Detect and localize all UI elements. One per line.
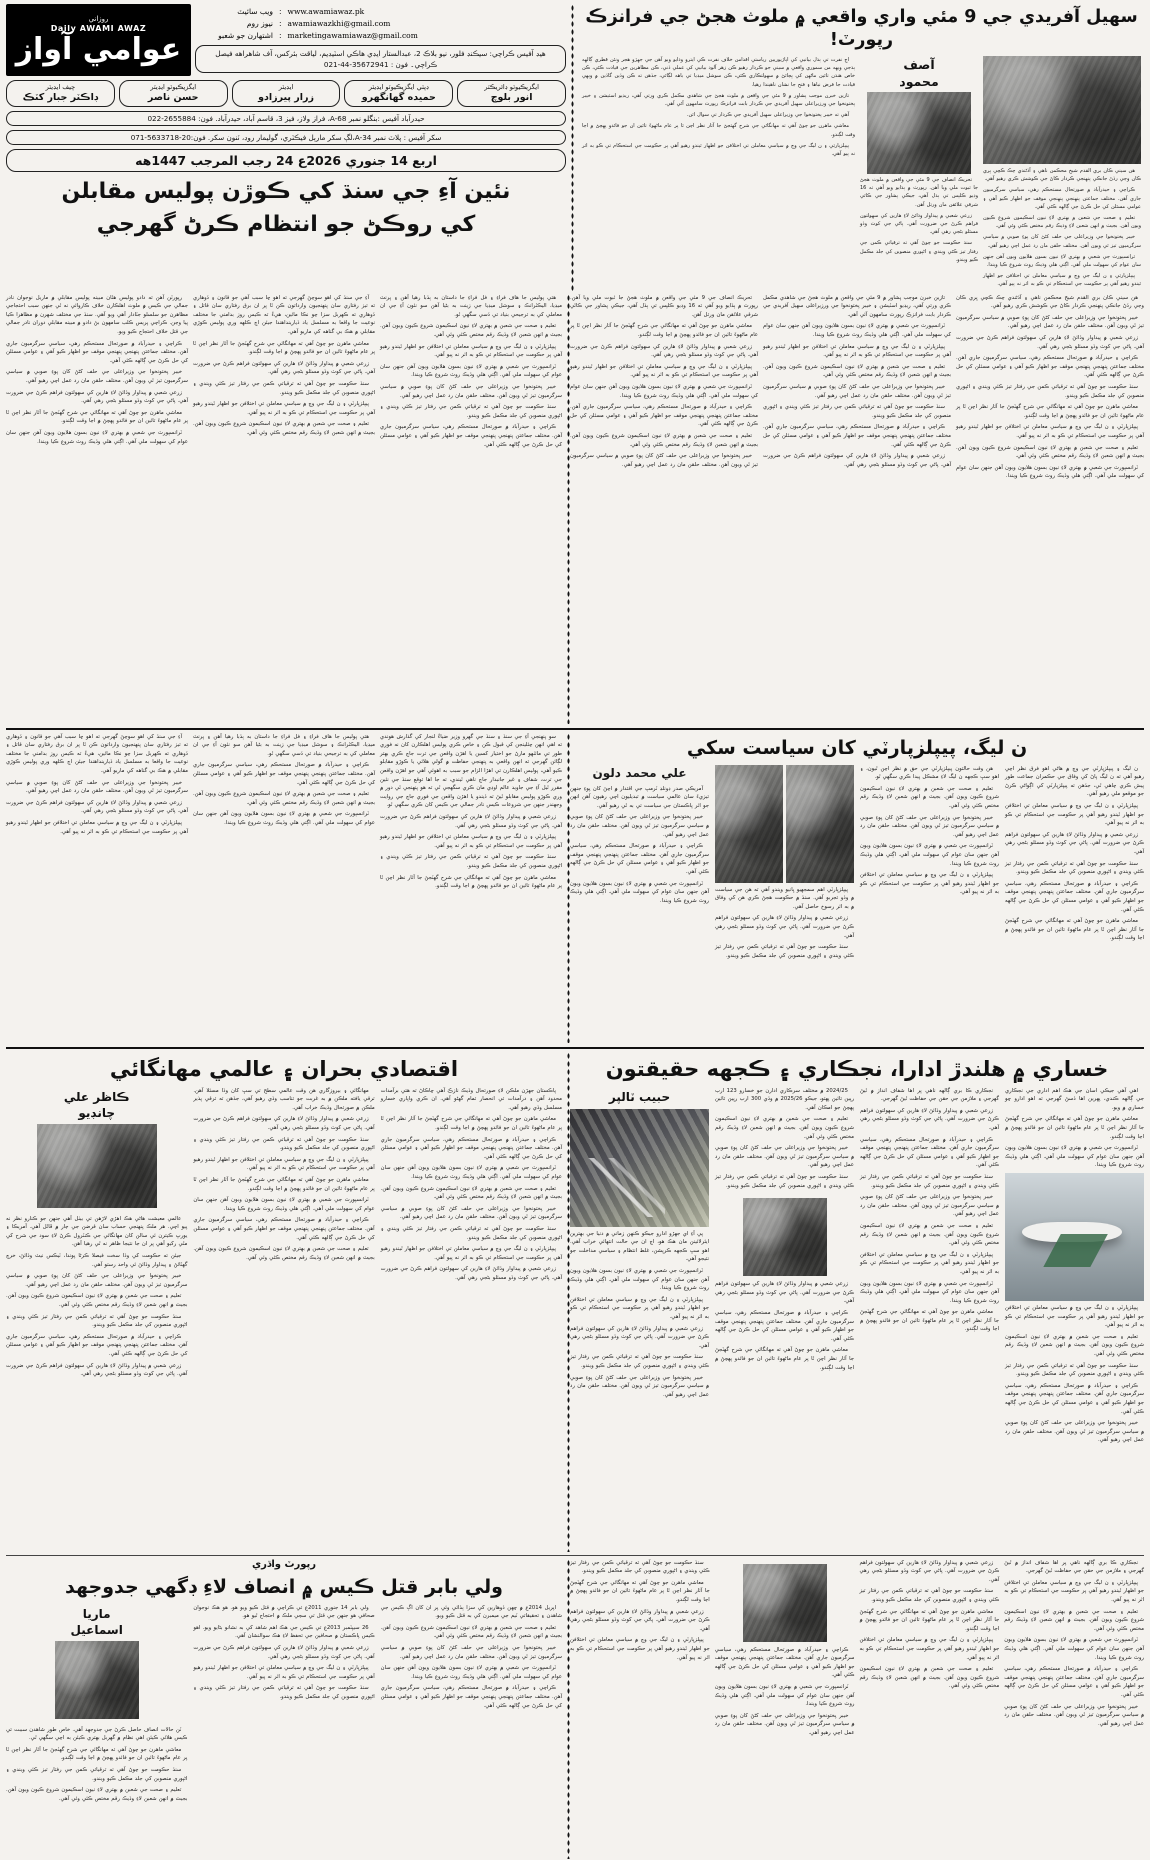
contact-separator: : — [279, 7, 282, 16]
politics-author-name: علي محمد دلون — [592, 765, 687, 780]
filler-paragraph: ڪراچي ۽ حيدرآباد ۾ صورتحال مستحڪم رهي، سياسي سرگرميون جاري آهن. مختلف جماعتن پنهنجي پنهنجي موقف جو اظهار ڪيو آهي ۽ عوامي مسئلن کي حل ڪرڻ جي ڳالهه ڪئي آهي. — [983, 187, 1141, 210]
article-paragraph: تعليم ۽ صحت جي شعبن ۾ بهتري لاءِ نيون اسڪيمون شروع ڪيون ويون آهن. بجيٽ ۾ انهن شعبن لاءِ وڌيڪ رقم مختص ڪئي وئي آهي. — [859, 1666, 1000, 1690]
murder-case-article — [6, 1559, 567, 1859]
aviation-paragraph: پيپلزپارٽي ۽ ن ليگ جي وچ ۾ سياسي معاملن تي اختلافن جو اظهار ٿيندو رهيو آهي پر حڪومت جي استحڪام تي ڪو به اثر نه پيو آهي. — [1005, 1304, 1144, 1329]
website-label: ويب سائيٽ — [237, 7, 273, 16]
filler-paragraph: معاشي ماهرن جو چوڻ آهي ته مهانگائي جي شرح گهٽجڻ جا آثار نظر اچن ٿا پر عام ماڻهوءَ تائين ان جو فائدو پهچڻ ۾ اڃا وقت لڳندو. — [582, 123, 855, 138]
main-story-paragraph: تعليم ۽ صحت جي شعبن ۾ بهتري لاءِ نيون اسڪيمون شروع ڪيون ويون آهن. بجيٽ ۾ انهن شعبن لاءِ وڌيڪ رقم مختص ڪئي وئي آهي. — [193, 791, 375, 806]
lead-byline — [860, 56, 978, 174]
murder-case-paragraph: ولي بابر 14 جنوري 2011ع تي ڪراچي ۾ قتل ڪيو ويو هو. هو هڪ نوجوان صحافي هو جنهن جي قتل تي سڄي ملڪ ۾ احتجاج ٿيو هو. — [193, 1604, 375, 1620]
vertical-dotted-divider — [571, 4, 574, 292]
section-divider — [6, 1555, 1144, 1556]
article-paragraph: سنڌ حڪومت جو چوڻ آهي ته ترقياتي ڪمن جي رفتار تيز ڪئي ويندي ۽ اڻپوري منصوبن کي جلد مڪمل ڪيو ويندو. — [859, 1588, 1000, 1604]
politics-paragraph: آمريڪي صدر ڊونلڊ ٽرمپ جي اقتدار ۾ اچڻ کان پوءِ جنهن تيزيءَ سان عالمي سياست ۾ تبديليون اچي رهيون آهن انهن جو اثر پاڪستان جي سياست تي به ٿي رهيو آهي. — [570, 785, 709, 809]
contact-row — [195, 6, 566, 18]
article-paragraph: پيپلزپارٽي ۽ ن ليگ جي وچ ۾ سياسي معاملن تي اختلافن جو اظهار ٿيندو رهيو آهي پر حڪومت جي استحڪام تي ڪو به اثر نه پيو آهي. — [570, 1637, 710, 1661]
economy-paragraph: ڪراچي ۽ حيدرآباد ۾ صورتحال مستحڪم رهي، سياسي سرگرميون جاري آهن. مختلف جماعتن پنهنجي پنهنجي موقف جو اظهار ڪيو آهي ۽ عوامي مسئلن کي حل ڪرڻ جي ڳالهه ڪئي آهي. — [6, 1333, 188, 1357]
politics-article — [570, 733, 1144, 1043]
murder-case-paragraph: سنڌ حڪومت جو چوڻ آهي ته ترقياتي ڪمن جي رفتار تيز ڪئي ويندي ۽ اڻپوري منصوبن کي جلد مڪمل ڪيو ويندو. — [193, 1685, 375, 1700]
main-story-paragraph: ٽرانسپورٽ جي شعبي ۾ بهتري لاءِ نيون بسون هلايون ويون آهن جنهن سان عوام کي سهولت ملي آهي. اڳتي هلي وڌيڪ روٽ شروع ڪيا ويندا. — [193, 811, 375, 826]
main-story-paragraph: هتي پوليس جا هاف فراءِ ۽ فل فراءِ جا داستان به ٻڌبا رهيا آهن ۽ پرنٽ ميڊيا، اليڪٽرانڪ ۽ سوشل ميڊيا جي زينت به بڻيا آهن سو نئون آءِ جي ان معاملي کي به ترجيحي بنياد تي ڏسي سگهي ٿو. — [380, 294, 562, 318]
aviation-paragraph: ڪراچي ۽ حيدرآباد ۾ صورتحال مستحڪم رهي، سياسي سرگرميون جاري آهن. مختلف جماعتن پنهنجي پنهنجي موقف جو اظهار ڪيو آهي ۽ عوامي مسئلن کي حل ڪرڻ جي ڳالهه ڪئي آهي. — [860, 1136, 999, 1169]
article-paragraph: ٽرانسپورٽ جي شعبي ۾ بهتري لاءِ نيون بسون هلايون ويون آهن جنهن سان عوام کي سهولت ملي آهي. اڳتي هلي وڌيڪ روٽ شروع ڪيا ويندا. — [570, 383, 758, 399]
main-story-paragraph: خيبر پختونخوا جي وزيراعلى جي حلف کڻڻ کان پوءِ صوبي ۾ سياسي سرگرميون تيز ٿي ويون آهن. مختلف حلقن مان رد عمل اچي رهيو آهي. — [6, 779, 188, 795]
contact-row — [195, 18, 566, 30]
article-paragraph: ٽرانسپورٽ جي شعبي ۾ بهتري لاءِ نيون بسون هلايون ويون آهن جنهن سان عوام کي سهولت ملي آهي. اڳتي هلي وڌيڪ روٽ شروع ڪيا ويندا. — [956, 464, 1144, 480]
murder-case-paragraph: ٽرانسپورٽ جي شعبي ۾ بهتري لاءِ نيون بسون هلايون ويون آهن جنهن سان عوام کي سهولت ملي آهي. اڳتي هلي وڌيڪ روٽ شروع ڪيا ويندا. — [380, 1665, 562, 1680]
economy-paragraph: خيبر پختونخوا جي وزيراعلى جي حلف کڻڻ کان پوءِ صوبي ۾ سياسي سرگرميون تيز ٿي ويون آهن. مختلف حلقن مان رد عمل اچي رهيو آهي. — [380, 1205, 562, 1221]
main-story-paragraph: پيپلزپارٽي ۽ ن ليگ جي وچ ۾ سياسي معاملن تي اختلافن جو اظهار ٿيندو رهيو آهي پر حڪومت جي استحڪام تي ڪو به اثر نه پيو آهي. — [380, 343, 562, 359]
politics-paragraph: پيپلزپارٽي ۽ ن ليگ جي وچ ۾ سياسي معاملن تي اختلافن جو اظهار ٿيندو رهيو آهي پر حڪومت جي استحڪام تي ڪو به اثر نه پيو آهي. — [860, 872, 999, 896]
economy-paragraph: تعليم ۽ صحت جي شعبن ۾ بهتري لاءِ نيون اسڪيمون شروع ڪيون ويون آهن. بجيٽ ۾ انهن شعبن لاءِ وڌيڪ رقم مختص ڪئي وئي آهي. — [6, 1293, 188, 1308]
politics-photo-pair — [715, 765, 854, 883]
economy-paragraph: معاشي ماهرن جو چوڻ آهي ته مهانگائي جي شرح گهٽجڻ جا آثار نظر اچن ٿا پر عام ماڻهوءَ تائين ان جو فائدو پهچڻ ۾ اڃا وقت لڳندو. — [380, 1116, 562, 1132]
filler-paragraph: ٽرانسپورٽ جي شعبي ۾ بهتري لاءِ نيون بسون هلايون ويون آهن جنهن سان عوام کي سهولت ملي آهي. اڳتي هلي وڌيڪ روٽ شروع ڪيا ويندا. — [983, 253, 1141, 269]
article-paragraph: زرعي شعبي ۾ پيداوار وڌائڻ لاءِ هارين کي سهولتون فراهم ڪرڻ جي ضرورت آهي. پاڻي جي کوٽ وڏو مسئلو بڻجي رهي آهي. — [570, 343, 758, 359]
article-paragraph: تحريڪ انصاف جي 9 مئي جي واقعن ۾ ملوث هجڻ جا ثبوت ملي ويا آهن. رپورٽ ۾ ٻڌايو ويو آهي ته 16 وڊيو ڪلپس تي ٻڌل آهي، جيڪي پشاور جي ڪاٿي شرقي علائقن مان ورتل آهن. — [570, 294, 758, 318]
main-story-paragraph: سو پنهنجي آءِ جي سنڌ ۽ سنڌ جي گهرو وزير ضياءُ لنجار کي گذارش هوندي ته اهي انهن چئلينجن کي قبول ڪن ۽ خاص ڪري پوليس اهلڪارن کان نه فوري طور تي مائٺهو مارڻ جو اختيار کسين يا اهڙن واقعن جي ترت جاچ ڪري بهتر لڳائن گهرجي ته انهن واقعي به پنهنجي حفاظت ۾ گولي هلائي يا ڪوڙو مقابلو ڪيو آهي، پوليس اهلڪارن تي اهڙا الزام جو سبب به اهوئي آهي جو اهڙن واقعن جي ترت، شفاف ۽ غير جانبدار جاچ ناهي ٿيندي، ته جا اها توقع سنڌ جي نئين مقرر ٿيل آءِ جي جاويد عالم اوڍي مان ڪري سگهجي ٿي ته هو پنهنجي ٿي دور ۾ وري ڪوڙو پوليس مقابلو ٿيڻ ته ڏيندو يا اهڙن واقعن جي فوري جاچ جي روايت وجهندر جنهن جي شروعات ڪيس نادر جمالي جي ڪيس کان ڪري سگهي ٿو. — [380, 733, 562, 809]
economy-paragraph: تعليم ۽ صحت جي شعبن ۾ بهتري لاءِ نيون اسڪيمون شروع ڪيون ويون آهن. بجيٽ ۾ انهن شعبن لاءِ وڌيڪ رقم مختص ڪئي وئي آهي. — [380, 1185, 562, 1201]
article-paragraph: تعليم ۽ صحت جي شعبن ۾ بهتري لاءِ نيون اسڪيمون شروع ڪيون ويون آهن. بجيٽ ۾ انهن شعبن لاءِ وڌيڪ رقم مختص ڪئي وئي آهي. — [956, 444, 1144, 460]
murder-case-author-line2: اسماعيل — [70, 1622, 123, 1637]
left-upper-columns — [570, 294, 1144, 724]
hyderabad-office-address: حيدرآباد آفيس :بنگلو نمبر A-68، فراز ولاز، فيز 3، قاسم آباد، حيدرآباد. فون: 2655884-022 — [6, 111, 566, 126]
vertical-dotted-divider — [567, 733, 570, 1043]
article-paragraph: تعليم ۽ صحت جي شعبن ۾ بهتري لاءِ نيون اسڪيمون شروع ڪيون ويون آهن. بجيٽ ۾ انهن شعبن لاءِ وڌيڪ رقم مختص ڪئي وئي آهي. — [570, 432, 758, 448]
contact-block — [195, 4, 566, 76]
sukkur-office-address: سکر آفيس : پلاٽ نمبر A-34،لڳ سکر مارٻل فيڪٽري، گوليمار روڊ، ٽنون سکر. فون:20-5633718-071 — [6, 130, 566, 145]
vertical-dotted-divider — [567, 294, 570, 724]
economy-author-photo — [37, 1124, 157, 1208]
politics-headline: ن ليگ، پيپلزپارٽي کان سياست سکي — [686, 736, 1028, 759]
website-value[interactable]: www.awamiawaz.pk — [287, 7, 365, 16]
article-paragraph: ڪراچي ۽ حيدرآباد ۾ صورتحال مستحڪم رهي، سياسي سرگرميون جاري آهن. مختلف جماعتن پنهنجي پنهنجي موقف جو اظهار ڪيو آهي ۽ عوامي مسئلن کي حل ڪرڻ جي ڳالهه ڪئي آهي. — [714, 1646, 855, 1679]
main-story-paragraph: هتي پوليس جا هاف فراءِ ۽ فل فراءِ جا داستان به ٻڌبا رهيا آهن ۽ پرنٽ ميڊيا، اليڪٽرانڪ ۽ سوشل ميڊيا جي زينت به بڻيا آهن سو نئون آءِ جي ان معاملي کي به ترجيحي بنياد تي ڏسي سگهي ٿو. — [193, 733, 375, 757]
main-story-paragraph: تعليم ۽ صحت جي شعبن ۾ بهتري لاءِ نيون اسڪيمون شروع ڪيون ويون آهن. بجيٽ ۾ انهن شعبن لاءِ وڌيڪ رقم مختص ڪئي وئي آهي. — [193, 421, 375, 436]
main-story-paragraph: ٽرانسپورٽ جي شعبي ۾ بهتري لاءِ نيون بسون هلايون ويون آهن جنهن سان عوام کي سهولت ملي آهي. اڳتي هلي وڌيڪ روٽ شروع ڪيا ويندا. — [6, 429, 188, 445]
aviation-paragraph: سنڌ حڪومت جو چوڻ آهي ته ترقياتي ڪمن جي رفتار تيز ڪئي ويندي ۽ اڻپوري منصوبن کي جلد مڪمل ڪيو ويندو. — [715, 1173, 854, 1189]
filler-paragraph: پيپلزپارٽي ۽ ن ليگ جي وچ ۾ سياسي معاملن تي اختلافن جو اظهار ٿيندو رهيو آهي پر حڪومت جي استحڪام تي ڪو به اثر نه پيو آهي. — [983, 273, 1141, 288]
masthead-band — [6, 4, 1144, 292]
economy-article — [6, 1052, 567, 1552]
bottom-sub-author — [715, 1559, 855, 1646]
aviation-paragraph: ٽرانسپورٽ جي شعبي ۾ بهتري لاءِ نيون بسون هلايون ويون آهن جنهن سان عوام کي سهولت ملي آهي. اڳتي هلي وڌيڪ روٽ شروع ڪيا ويندا. — [1005, 1145, 1144, 1169]
article-paragraph: معاشي ماهرن جو چوڻ آهي ته مهانگائي جي شرح گهٽجڻ جا آثار نظر اچن ٿا پر عام ماڻهوءَ تائين ان جو فائدو پهچڻ ۾ اڃا وقت لڳندو. — [570, 1579, 710, 1604]
lead-paragraph: تحريڪ انصاف جي 9 مئي جي واقعن ۾ ملوث هجڻ جا ثبوت ملي ويا آهن. رپورٽ ۾ ٻڌايو ويو آهي ته 16 وڊيو ڪلپس تي ٻڌل آهي، جيڪي پشاور جي ڪاٿي شرقي علائقن مان ورتل آهن. — [860, 177, 978, 208]
main-story-paragraph: خيبر پختونخوا جي وزيراعلى جي حلف کڻڻ کان پوءِ صوبي ۾ سياسي سرگرميون تيز ٿي ويون آهن. مختلف حلقن مان رد عمل اچي رهيو آهي. — [380, 383, 562, 399]
politician-photo-left — [786, 765, 854, 883]
economy-author-line2: چانڊيو — [78, 1105, 115, 1120]
article-paragraph: ڪراچي ۽ حيدرآباد ۾ صورتحال مستحڪم رهي، سياسي سرگرميون جاري آهن. مختلف جماعتن پنهنجي پنهنجي موقف جو اظهار ڪيو آهي ۽ عوامي مسئلن کي حل ڪرڻ جي ڳالهه ڪئي آهي. — [763, 424, 951, 448]
aviation-paragraph: زرعي شعبي ۾ پيداوار وڌائڻ لاءِ هارين کي سهولتون فراهم ڪرڻ جي ضرورت آهي. پاڻي جي کوٽ وڏو مسئلو بڻجي رهي آهي. — [715, 1281, 854, 1305]
reporting-label: رپورٽ واڌري — [251, 1558, 317, 1570]
main-story-paragraph: ڪراچي ۽ حيدرآباد ۾ صورتحال مستحڪم رهي، سياسي سرگرميون جاري آهن. مختلف جماعتن پنهنجي پنهنجي موقف جو اظهار ڪيو آهي ۽ عوامي مسئلن کي حل ڪرڻ جي ڳالهه ڪئي آهي. — [380, 424, 562, 448]
main-story-paragraph: پيپلزپارٽي ۽ ن ليگ جي وچ ۾ سياسي معاملن تي اختلافن جو اظهار ٿيندو رهيو آهي پر حڪومت جي استحڪام تي ڪو به اثر نه پيو آهي. — [6, 819, 188, 835]
article-paragraph: ڪراچي ۽ حيدرآباد ۾ صورتحال مستحڪم رهي، سياسي سرگرميون جاري آهن. مختلف جماعتن پنهنجي پنهنجي موقف جو اظهار ڪيو آهي ۽ عوامي مسئلن کي حل ڪرڻ جي ڳالهه ڪئي آهي. — [956, 355, 1144, 379]
main-headline-line1: نئين آءِ جي سنڌ کي ڪوڙن پوليس مقابلن — [61, 179, 511, 204]
economy-paragraph: معاشي ماهرن جو چوڻ آهي ته مهانگائي جي شرح گهٽجڻ جا آثار نظر اچن ٿا پر عام ماڻهوءَ تائين ان جو فائدو پهچڻ ۾ اڃا وقت لڳندو. — [193, 1176, 375, 1192]
economy-paragraph: سنڌ حڪومت جو چوڻ آهي ته ترقياتي ڪمن جي رفتار تيز ڪئي ويندي ۽ اڻپوري منصوبن کي جلد مڪمل ڪيو ويندو. — [380, 1225, 562, 1241]
main-story-paragraph: آءِ جي سنڌ کي اهو سوچڻ گهرجي ته اهو ڇا سبب آهي جو قانون ۽ ڏوهاري ته تيز رفتاري سان پنهنجيون وارداتون ڪن ٿا پر ان برق رفتاري سان قاتل ۽ ڏوهاري ته ڪهربل سزا چو نڪا مائين، هيءُ ته ڪيس روز بدامني جا مختلف نوعيت جا واقعا به مسلسل ياد ڏيارينداهندا جيئن اڄ ڪلهه وري پوليس ڪوڙي مقابلي ۾ هڪ بي گناهه کي ماريو آهي. — [6, 733, 188, 775]
newsroom-email-value[interactable]: awamiawazkhi@gmail.com — [287, 19, 391, 28]
murder-case-paragraph: پيپلزپارٽي ۽ ن ليگ جي وچ ۾ سياسي معاملن تي اختلافن جو اظهار ٿيندو رهيو آهي پر حڪومت جي استحڪام تي ڪو به اثر نه پيو آهي. — [193, 1665, 375, 1680]
article-paragraph: پيپلزپارٽي ۽ ن ليگ جي وچ ۾ سياسي معاملن تي اختلافن جو اظهار ٿيندو رهيو آهي پر حڪومت جي استحڪام تي ڪو به اثر نه پيو آهي. — [1004, 1579, 1144, 1604]
politics-paragraph: ن ليگ ۽ پيپلزپارٽي جي وچ ۾ هاڻي اهو فرق نظر اچي رهيو آهي ته ن ليگ پاڻ کي وفاق جي حڪمران جماعت طور پيش ڪري چاهي ٿي، جڏهن ته پيپلزپارٽي کي اڳواڻي ڪرڻ جو موقعو ملي رهيو آهي. — [1005, 765, 1144, 798]
aviation-headline: خساري ۾ هلندڙ ادارا، نجڪاري ۽ ڪجهه حقيقتون — [605, 1056, 1109, 1081]
economy-paragraph: ٽرانسپورٽ جي شعبي ۾ بهتري لاءِ نيون بسون هلايون ويون آهن جنهن سان عوام کي سهولت ملي آهي. اڳتي هلي وڌيڪ روٽ شروع ڪيا ويندا. — [193, 1197, 375, 1212]
lead-paragraph: تازين خبرن موجب پشاور ۾ 9 مئي جي واقعن ۾ ملوث هجڻ جي شاهدي مڪمل ڪري ورتي آهي، ريڊيو اسٽيشن ۽ خيبر پختونخوا جي ورزيراعلى سهيل آفريدي جي ڪردار بابت فرانزڪ رپورٽ سامهون آئي آهي. — [582, 92, 855, 108]
main-story-paragraph: پيپلزپارٽي ۽ ن ليگ جي وچ ۾ سياسي معاملن تي اختلافن جو اظهار ٿيندو رهيو آهي پر حڪومت جي استحڪام تي ڪو به اثر نه پيو آهي. — [380, 834, 562, 849]
politics-paragraph: زرعي شعبي ۾ پيداوار وڌائڻ لاءِ هارين کي سهولتون فراهم ڪرڻ جي ضرورت آهي. پاڻي جي کوٽ وڏو مسئلو بڻجي رهي آهي. — [715, 915, 854, 939]
article-paragraph: معاشي ماهرن جو چوڻ آهي ته مهانگائي جي شرح گهٽجڻ جا آثار نظر اچن ٿا پر عام ماڻهوءَ تائين ان جو فائدو پهچڻ ۾ اڃا وقت لڳندو. — [570, 323, 758, 339]
murder-case-paragraph: تعليم ۽ صحت جي شعبن ۾ بهتري لاءِ نيون اسڪيمون شروع ڪيون ويون آهن. بجيٽ ۾ انهن شعبن لاءِ وڌيڪ رقم مختص ڪئي وئي آهي. — [6, 1787, 188, 1802]
main-story-paragraph: پيپلزپارٽي ۽ ن ليگ جي وچ ۾ سياسي معاملن تي اختلافن جو اظهار ٿيندو رهيو آهي پر حڪومت جي استحڪام تي ڪو به اثر نه پيو آهي. — [193, 401, 375, 416]
aviation-sub-author — [715, 1193, 854, 1280]
bottom-band — [6, 1559, 1144, 1859]
aviation-paragraph: سنڌ حڪومت جو چوڻ آهي ته ترقياتي ڪمن جي رفتار تيز ڪئي ويندي ۽ اڻپوري منصوبن کي جلد مڪمل ڪيو ويندو. — [570, 1354, 709, 1369]
article-paragraph: پيپلزپارٽي ۽ ن ليگ جي وچ ۾ سياسي معاملن تي اختلافن جو اظهار ٿيندو رهيو آهي پر حڪومت جي استحڪام تي ڪو به اثر نه پيو آهي. — [763, 343, 951, 359]
politics-paragraph: خيبر پختونخوا جي وزيراعلى جي حلف کڻڻ کان پوءِ صوبي ۾ سياسي سرگرميون تيز ٿي ويون آهن. مختلف حلقن مان رد عمل اچي رهيو آهي. — [570, 814, 709, 838]
lead-photo — [983, 56, 1141, 164]
staff-name: ڊاڪٽر جبار کٽڪ — [22, 92, 99, 103]
main-story-paragraph: معاشي ماهرن جو چوڻ آهي ته مهانگائي جي شرح گهٽجڻ جا آثار نظر اچن ٿا پر عام ماڻهوءَ تائين ان جو فائدو پهچڻ ۾ اڃا وقت لڳندو. — [380, 874, 562, 890]
lead-author-line1: آصف — [903, 57, 935, 72]
lead-caption-text: هن سيني ڪان بري القدم شيخ محڪمن ناهي ۽ آڏڻندي چڪ ڪڇي ڀري ڪان وڃي رڏڻ جانڪي پنهنجي ڪردار ڪاڻ جي ڪوشش ڪري رهيو آهي. — [983, 168, 1141, 183]
main-story-continued — [6, 733, 567, 1043]
article-paragraph: ٽرانسپورٽ جي شعبي ۾ بهتري لاءِ نيون بسون هلايون ويون آهن جنهن سان عوام کي سهولت ملي آهي. اڳتي هلي وڌيڪ روٽ شروع ڪيا ويندا. — [1004, 1637, 1144, 1661]
murder-case-author-line1: ماريا — [82, 1606, 111, 1621]
bottom-left-columns — [570, 1559, 1144, 1859]
politician-photo-right — [715, 765, 783, 883]
article-paragraph: هن سيني ڪان بري القدم شيخ محڪمن ناهي ۽ آڏڻندي چڪ ڪڇي ڀري ڪان وڃي رڏڻ جانڪي پنهنجي ڪردار ڪاڻ جي ڪوشش ڪري رهيو آهي. — [956, 294, 1144, 310]
staff-role: ڊپٽي ايگزيڪيوٽو ايڊيٽر — [368, 83, 429, 91]
main-story-paragraph: آءِ جي سنڌ کي اهو سوچڻ گهرجي ته اهو ڇا سبب آهي جو قانون ۽ ڏوهاري ته تيز رفتاري سان پنهنجيون وارداتون ڪن ٿا پر ان برق رفتاري سان قاتل ۽ ڏوهاري ته ڪهربل سزا چو نڪا مائين، هيءُ ته ڪيس روز بدامني جا مختلف نوعيت جا واقعا به مسلسل ياد ڏيارينداهندا جيئن اڄ ڪلهه وري پوليس ڪوڙي مقابلي ۾ هڪ بي گناهه کي ماريو آهي. — [193, 294, 375, 336]
article-paragraph: نجڪاري ڪا بري ڳالهه ناهي پر اها شفاف انداز ۾ ٿيڻ گهرجي ۽ ملازمن جي حقن جي حفاظت ٿيڻ گهرجي. — [1004, 1559, 1144, 1575]
staff-name: حسن ناصر — [147, 92, 199, 103]
economy-paragraph: سنڌ حڪومت جو چوڻ آهي ته ترقياتي ڪمن جي رفتار تيز ڪئي ويندي ۽ اڻپوري منصوبن کي جلد مڪمل ڪيو ويندو. — [6, 1313, 188, 1329]
economy-paragraph: مهانگائي ۽ بيروزگاري هن وقت عالمي سطح تي سڀ کان وڏا مسئلا آهن. ترقي يافته ملڪن ۾ به غربت جو تناسب وڌي رهيو آهي، جڏهن ته ترقي پذير ملڪن ۾ صورتحال وڌيڪ خراب آهي. — [193, 1087, 375, 1111]
pia-plane-photo — [1005, 1173, 1144, 1301]
aviation-paragraph: معاشي ماهرن جو چوڻ آهي ته مهانگائي جي شرح گهٽجڻ جا آثار نظر اچن ٿا پر عام ماڻهوءَ تائين ان جو فائدو پهچڻ ۾ اڃا وقت لڳندو. — [715, 1347, 854, 1371]
middle-band — [6, 733, 1144, 1043]
economy-headline: اقتصادي بحران ۽ عالمي مهانگائي — [109, 1056, 459, 1081]
editorial-staff-row — [6, 80, 566, 107]
aviation-paragraph: خيبر پختونخوا جي وزيراعلى جي حلف کڻڻ کان پوءِ صوبي ۾ سياسي سرگرميون تيز ٿي ويون آهن. مختلف حلقن مان رد عمل اچي رهيو آهي. — [1005, 1420, 1144, 1444]
economy-byline — [6, 1087, 187, 1212]
aviation-paragraph: 2024/25 ۾ مختلف سرڪاري ادارن جو خسارو 123 ارب رپين تائين پهتو، جيڪو 2025/26 ۾ وڌي 300 ارب رپين تائين پهچڻ جو امڪان آهي. — [715, 1087, 855, 1111]
lead-author-line2: محمود — [899, 74, 939, 89]
economy-money-photo — [570, 1109, 709, 1227]
murder-case-paragraph: ڪراچي ۽ حيدرآباد ۾ صورتحال مستحڪم رهي، سياسي سرگرميون جاري آهن. مختلف جماعتن پنهنجي پنهنجي موقف جو اظهار ڪيو آهي ۽ عوامي مسئلن کي حل ڪرڻ جي ڳالهه ڪئي آهي. — [380, 1685, 562, 1709]
aviation-byline — [570, 1087, 709, 1109]
politics-paragraph: زرعي شعبي ۾ پيداوار وڌائڻ لاءِ هارين کي سهولتون فراهم ڪرڻ جي ضرورت آهي. پاڻي جي کوٽ وڏو مسئلو بڻجي رهي آهي. — [1005, 831, 1144, 855]
article-paragraph: ڪراچي ۽ حيدرآباد ۾ صورتحال مستحڪم رهي، سياسي سرگرميون جاري آهن. مختلف جماعتن پنهنجي پنهنجي موقف جو اظهار ڪيو آهي ۽ عوامي مسئلن کي حل ڪرڻ جي ڳالهه ڪئي آهي. — [1004, 1666, 1144, 1698]
main-story-paragraph: معاشي ماهرن جو چوڻ آهي ته مهانگائي جي شرح گهٽجڻ جا آثار نظر اچن ٿا پر عام ماڻهوءَ تائين ان جو فائدو پهچڻ ۾ اڃا وقت لڳندو. — [6, 409, 188, 425]
economy-paragraph: پيپلزپارٽي ۽ ن ليگ جي وچ ۾ سياسي معاملن تي اختلافن جو اظهار ٿيندو رهيو آهي پر حڪومت جي استحڪام تي ڪو به اثر نه پيو آهي. — [193, 1156, 375, 1172]
politics-paragraph: هن وقت حالتون پيپلزپارٽي جي حق ۾ نظر اچن ٿيون، ۽ اهو سڀ ڪجهه ن ليگ لاءِ مشڪل پيدا ڪري سگهي ٿو. — [860, 765, 999, 781]
main-headline-line2: کي روڪڻ جو انتظام ڪرڻ گهرجي — [96, 212, 476, 237]
aviation-paragraph: ڪراچي ۽ حيدرآباد ۾ صورتحال مستحڪم رهي، سياسي سرگرميون جاري آهن. مختلف جماعتن پنهنجي پنهنجي موقف جو اظهار ڪيو آهي ۽ عوامي مسئلن کي حل ڪرڻ جي ڳالهه ڪئي آهي. — [1005, 1382, 1144, 1415]
politics-paragraph: پيپلزپارٽي اهم سمجهيو ڀانيو ويندو آهي ته هن جي سياست ۾ وڏو تجربو آهي. سنڌ ۾ حڪومت هجڻ ڪري هن کي وفاق ۾ به اثر رسوخ حاصل آهي. — [715, 886, 854, 910]
economy-paragraph: پاڪستان جهڙن ملڪن لاءِ صورتحال وڌيڪ نازڪ آهي ڇاڪاڻ ته هتي برآمدات محدود آهن ۽ درآمدات تي انحصار تمام گهڻو آهي. ان ڪري واپاري خسارو مسلسل وڌي رهيو آهي. — [380, 1087, 562, 1111]
article-paragraph: پيپلزپارٽي ۽ ن ليگ جي وچ ۾ سياسي معاملن تي اختلافن جو اظهار ٿيندو رهيو آهي پر حڪومت جي استحڪام تي ڪو به اثر نه پيو آهي. — [859, 1637, 1000, 1661]
staff-deputy-executive-editor — [344, 80, 453, 107]
politics-paragraph: سنڌ حڪومت جو چوڻ آهي ته ترقياتي ڪمن جي رفتار تيز ڪئي ويندي ۽ اڻپوري منصوبن کي جلد مڪمل ڪيو ويندو. — [1005, 860, 1144, 876]
politics-paragraph: ٽرانسپورٽ جي شعبي ۾ بهتري لاءِ نيون بسون هلايون ويون آهن جنهن سان عوام کي سهولت ملي آهي. اڳتي هلي وڌيڪ روٽ شروع ڪيا ويندا. — [860, 843, 999, 867]
upper-body — [6, 294, 1144, 724]
staff-role: ايگزيڪيوٽو ڊائريڪٽر — [484, 83, 539, 91]
aviation-paragraph: سنڌ حڪومت جو چوڻ آهي ته ترقياتي ڪمن جي رفتار تيز ڪئي ويندي ۽ اڻپوري منصوبن کي جلد مڪمل ڪيو ويندو. — [1005, 1362, 1144, 1378]
economy-paragraph: خيبر پختونخوا جي وزيراعلى جي حلف کڻڻ کان پوءِ صوبي ۾ سياسي سرگرميون تيز ٿي ويون آهن. مختلف حلقن مان رد عمل اچي رهيو آهي. — [6, 1273, 188, 1288]
murder-case-paragraph: سنڌ حڪومت جو چوڻ آهي ته ترقياتي ڪمن جي رفتار تيز ڪئي ويندي ۽ اڻپوري منصوبن کي جلد مڪمل ڪيو ويندو. — [6, 1767, 188, 1782]
main-story-paragraph: زرعي شعبي ۾ پيداوار وڌائڻ لاءِ هارين کي سهولتون فراهم ڪرڻ جي ضرورت آهي. پاڻي جي کوٽ وڏو مسئلو بڻجي رهي آهي. — [6, 799, 188, 815]
main-story-paragraph: ڪراچي ۽ حيدرآباد ۾ صورتحال مستحڪم رهي، سياسي سرگرميون جاري آهن. مختلف جماعتن پنهنجي پنهنجي موقف جو اظهار ڪيو آهي ۽ عوامي مسئلن کي حل ڪرڻ جي ڳالهه ڪئي آهي. — [6, 340, 188, 364]
aviation-paragraph: پيپلزپارٽي ۽ ن ليگ جي وچ ۾ سياسي معاملن تي اختلافن جو اظهار ٿيندو رهيو آهي پر حڪومت جي استحڪام تي ڪو به اثر نه پيو آهي. — [570, 1296, 709, 1320]
politics-paragraph: ٽرانسپورٽ جي شعبي ۾ بهتري لاءِ نيون بسون هلايون ويون آهن جنهن سان عوام کي سهولت ملي آهي. اڳتي هلي وڌيڪ روٽ شروع ڪيا ويندا. — [570, 880, 709, 904]
staff-name: انور بلوچ — [490, 92, 533, 103]
main-story-paragraph: خيبر پختونخوا جي وزيراعلى جي حلف کڻڻ کان پوءِ صوبي ۾ سياسي سرگرميون تيز ٿي ويون آهن. مختلف حلقن مان رد عمل اچي رهيو آهي. — [6, 369, 188, 384]
economy-paragraph: ڪراچي ۽ حيدرآباد ۾ صورتحال مستحڪم رهي، سياسي سرگرميون جاري آهن. مختلف جماعتن پنهنجي پنهنجي موقف جو اظهار ڪيو آهي ۽ عوامي مسئلن کي حل ڪرڻ جي ڳالهه ڪئي آهي. — [193, 1217, 375, 1241]
article-paragraph: تعليم ۽ صحت جي شعبن ۾ بهتري لاءِ نيون اسڪيمون شروع ڪيون ويون آهن. بجيٽ ۾ انهن شعبن لاءِ وڌيڪ رقم مختص ڪئي وئي آهي. — [1004, 1608, 1144, 1632]
aviation-sub-author-photo — [743, 1198, 827, 1276]
bottom-sub-author-photo — [743, 1564, 827, 1642]
lead-headline: سهيل آفريدي جي 9 مئي واري واقعي ۾ ملوث هجڻ جي فرانزڪ رپورٽ! — [585, 7, 1138, 50]
main-story-paragraph: زرعي شعبي ۾ پيداوار وڌائڻ لاءِ هارين کي سهولتون فراهم ڪرڻ جي ضرورت آهي. پاڻي جي کوٽ وڏو مسئلو بڻجي رهي آهي. — [380, 813, 562, 829]
murder-case-paragraph: 26 سيپٽمبر 2013ع تي ڪيس جي هڪ اهم شاهد کي به نشانو بڻايو ويو. اهو ڪيس پاڪستان ۾ صحافين جي تحفظ لاءِ هڪ سوالنشان آهي. — [193, 1624, 375, 1640]
main-story-paragraph: سنڌ حڪومت جو چوڻ آهي ته ترقياتي ڪمن جي رفتار تيز ڪئي ويندي ۽ اڻپوري منصوبن کي جلد مڪمل ڪيو ويندو. — [380, 404, 562, 419]
economy-paragraph: جيئن ته حڪومت کي وڏا سخت فيصلا ڪرڻا پوندا، ٽيڪس نيٽ وڌائڻ، خرچ گهٽائڻ ۽ پيداوار وڌائڻ ئي واحد رستو آهي. — [6, 1253, 188, 1268]
contact-row — [195, 30, 566, 42]
murder-case-paragraph: تعليم ۽ صحت جي شعبن ۾ بهتري لاءِ نيون اسڪيمون شروع ڪيون ويون آهن. بجيٽ ۾ انهن شعبن لاءِ وڌيڪ رقم مختص ڪئي وئي آهي. — [380, 1624, 562, 1640]
lead-article — [579, 4, 1144, 292]
article-paragraph: پيپلزپارٽي ۽ ن ليگ جي وچ ۾ سياسي معاملن تي اختلافن جو اظهار ٿيندو رهيو آهي پر حڪومت جي استحڪام تي ڪو به اثر نه پيو آهي. — [570, 363, 758, 379]
filler-paragraph: پيپلزپارٽي ۽ ن ليگ جي وچ ۾ سياسي معاملن تي اختلافن جو اظهار ٿيندو رهيو آهي پر حڪومت جي استحڪام تي ڪو به اثر نه پيو آهي. — [582, 142, 855, 158]
economy-paragraph: ڪراچي ۽ حيدرآباد ۾ صورتحال مستحڪم رهي، سياسي سرگرميون جاري آهن. مختلف جماعتن پنهنجي پنهنجي موقف جو اظهار ڪيو آهي ۽ عوامي مسئلن کي حل ڪرڻ جي ڳالهه ڪئي آهي. — [380, 1136, 562, 1160]
staff-chief-editor — [6, 80, 115, 107]
aviation-article — [570, 1052, 1144, 1552]
staff-name: حميده گهانگهرو — [361, 92, 436, 103]
article-paragraph: تازين خبرن موجب پشاور ۾ 9 مئي جي واقعن ۾ ملوث هجڻ جي شاهدي مڪمل ڪري ورتي آهي، ريڊيو اسٽيشن ۽ خيبر پختونخوا جي ورزيراعلى سهيل آفريدي جي ڪردار بابت فرانزڪ رپورٽ سامهون آئي آهي. — [763, 294, 951, 318]
lead-photo-group — [983, 56, 1141, 292]
aviation-paragraph: پيپلزپارٽي ۽ ن ليگ جي وچ ۾ سياسي معاملن تي اختلافن جو اظهار ٿيندو رهيو آهي پر حڪومت جي استحڪام تي ڪو به اثر نه پيو آهي. — [860, 1251, 999, 1275]
filler-paragraph: تعليم ۽ صحت جي شعبن ۾ بهتري لاءِ نيون اسڪيمون شروع ڪيون ويون آهن. بجيٽ ۾ انهن شعبن لاءِ وڌيڪ رقم مختص ڪئي وئي آهي. — [983, 215, 1141, 230]
main-story-paragraph: سنڌ حڪومت جو چوڻ آهي ته ترقياتي ڪمن جي رفتار تيز ڪئي ويندي ۽ اڻپوري منصوبن کي جلد مڪمل ڪيو ويندو. — [380, 854, 562, 869]
aviation-paragraph: تعليم ۽ صحت جي شعبن ۾ بهتري لاءِ نيون اسڪيمون شروع ڪيون ويون آهن. بجيٽ ۾ انهن شعبن لاءِ وڌيڪ رقم مختص ڪئي وئي آهي. — [715, 1116, 854, 1140]
filler-paragraph: زرعي شعبي ۾ پيداوار وڌائڻ لاءِ هارين کي سهولتون فراهم ڪرڻ جي ضرورت آهي. پاڻي جي کوٽ وڏو مسئلو بڻجي رهي آهي. — [860, 212, 978, 236]
economy-paragraph: زرعي شعبي ۾ پيداوار وڌائڻ لاءِ هارين کي سهولتون فراهم ڪرڻ جي ضرورت آهي. پاڻي جي کوٽ وڏو مسئلو بڻجي رهي آهي. — [6, 1362, 188, 1378]
article-paragraph: خيبر پختونخوا جي وزيراعلى جي حلف کڻڻ کان پوءِ صوبي ۾ سياسي سرگرميون تيز ٿي ويون آهن. مختلف حلقن مان رد عمل اچي رهيو آهي. — [1004, 1703, 1144, 1727]
economy-paragraph: پيپلزپارٽي ۽ ن ليگ جي وچ ۾ سياسي معاملن تي اختلافن جو اظهار ٿيندو رهيو آهي پر حڪومت جي استحڪام تي ڪو به اثر نه پيو آهي. — [380, 1246, 562, 1261]
murder-case-paragraph: زرعي شعبي ۾ پيداوار وڌائڻ لاءِ هارين کي سهولتون فراهم ڪرڻ جي ضرورت آهي. پاڻي جي کوٽ وڏو مسئلو بڻجي رهي آهي. — [193, 1645, 375, 1660]
masthead — [6, 4, 566, 243]
aviation-paragraph: ٽرانسپورٽ جي شعبي ۾ بهتري لاءِ نيون بسون هلايون ويون آهن جنهن سان عوام کي سهولت ملي آهي. اڳتي هلي وڌيڪ روٽ شروع ڪيا ويندا. — [860, 1280, 999, 1304]
murder-case-paragraph: معاشي ماهرن جو چوڻ آهي ته مهانگائي جي شرح گهٽجڻ جا آثار نظر اچن ٿا پر عام ماڻهوءَ تائين ان جو فائدو پهچڻ ۾ اڃا وقت لڳندو. — [6, 1746, 188, 1762]
staff-role: چيف ايڊيٽر — [45, 83, 76, 91]
aviation-paragraph: زرعي شعبي ۾ پيداوار وڌائڻ لاءِ هارين کي سهولتون فراهم ڪرڻ جي ضرورت آهي. پاڻي جي کوٽ وڏو مسئلو بڻجي رهي آهي. — [570, 1325, 709, 1349]
politics-paragraph: خيبر پختونخوا جي وزيراعلى جي حلف کڻڻ کان پوءِ صوبي ۾ سياسي سرگرميون تيز ٿي ويون آهن. مختلف حلقن مان رد عمل اچي رهيو آهي. — [860, 814, 999, 838]
aviation-paragraph: پي آءِ اي جهڙو ادارو جيڪو ڪنهن زماني ۾ دنيا جي بهترين ايئرلائينن مان هڪ هو، اڄ ان جي حالت انتهائي خراب آهي. اهو سڀ ڪجهه ڪرپشن، غلط انتظام ۽ سياسي مداخلت جو نتيجو آهي. — [570, 1230, 709, 1263]
article-paragraph: سنڌ حڪومت جو چوڻ آهي ته ترقياتي ڪمن جي رفتار تيز ڪئي ويندي ۽ اڻپوري منصوبن کي جلد مڪمل ڪيو ويندو. — [763, 404, 951, 419]
murder-case-headline: ولي بابر قتل ڪيس ۾ انصاف لاءِ ڊگهي جدوجهد — [64, 1575, 503, 1598]
vertical-dotted-divider — [567, 1559, 570, 1859]
politics-paragraph: تعليم ۽ صحت جي شعبن ۾ بهتري لاءِ نيون اسڪيمون شروع ڪيون ويون آهن. بجيٽ ۾ انهن شعبن لاءِ وڌيڪ رقم مختص ڪئي وئي آهي. — [860, 785, 999, 810]
article-paragraph: پيپلزپارٽي ۽ ن ليگ جي وچ ۾ سياسي معاملن تي اختلافن جو اظهار ٿيندو رهيو آهي پر حڪومت جي استحڪام تي ڪو به اثر نه پيو آهي. — [956, 424, 1144, 439]
marketing-label: اشتهارن جو شعبو — [218, 31, 273, 40]
politics-paragraph: سنڌ حڪومت جو چوڻ آهي ته ترقياتي ڪمن جي رفتار تيز ڪئي ويندي ۽ اڻپوري منصوبن کي جلد مڪمل ڪيو ويندو. — [715, 944, 854, 959]
aviation-paragraph: اهي آهي جيڪي اسان جي هڪ اهم اداري جي نجڪاري جي ڳالهه ڪندي، پهرين اها ڏسڻ گهرجي ته اهو ادارو ڇو خساري ۾ ويو. — [1005, 1087, 1144, 1111]
contact-separator: : — [279, 19, 282, 28]
main-story-paragraph: ٽرانسپورٽ جي شعبي ۾ بهتري لاءِ نيون بسون هلايون ويون آهن جنهن سان عوام کي سهولت ملي آهي. اڳتي هلي وڌيڪ روٽ شروع ڪيا ويندا. — [380, 363, 562, 379]
main-story-columns — [6, 294, 567, 724]
murder-case-paragraph: خيبر پختونخوا جي وزيراعلى جي حلف کڻڻ کان پوءِ صوبي ۾ سياسي سرگرميون تيز ٿي ويون آهن. مختلف حلقن مان رد عمل اچي رهيو آهي. — [380, 1645, 562, 1660]
economy-author-line1: ڪاظر علي — [63, 1089, 130, 1104]
staff-name: زرار پيرزادو — [258, 92, 314, 103]
marketing-email-value[interactable]: marketingawamiawaz@gmail.com — [287, 31, 418, 40]
article-paragraph: خيبر پختونخوا جي وزيراعلى جي حلف کڻڻ کان پوءِ صوبي ۾ سياسي سرگرميون تيز ٿي ويون آهن. مختلف حلقن مان رد عمل اچي رهيو آهي. — [714, 1712, 855, 1736]
article-paragraph: معاشي ماهرن جو چوڻ آهي ته مهانگائي جي شرح گهٽجڻ جا آثار نظر اچن ٿا پر عام ماڻهوءَ تائين ان جو فائدو پهچڻ ۾ اڃا وقت لڳندو. — [956, 404, 1144, 419]
main-story-paragraph: ڪراچي ۽ حيدرآباد ۾ صورتحال مستحڪم رهي، سياسي سرگرميون جاري آهن. مختلف جماعتن پنهنجي پنهنجي موقف جو اظهار ڪيو آهي ۽ عوامي مسئلن کي حل ڪرڻ جي ڳالهه ڪئي آهي. — [193, 762, 375, 786]
article-paragraph: خيبر پختونخوا جي وزيراعلى جي حلف کڻڻ کان پوءِ صوبي ۾ سياسي سرگرميون تيز ٿي ويون آهن. مختلف حلقن مان رد عمل اچي رهيو آهي. — [570, 453, 758, 468]
article-paragraph: معاشي ماهرن جو چوڻ آهي ته مهانگائي جي شرح گهٽجڻ جا آثار نظر اچن ٿا پر عام ماڻهوءَ تائين ان جو فائدو پهچڻ ۾ اڃا وقت لڳندو. — [859, 1608, 1000, 1632]
aviation-paragraph: ٽرانسپورٽ جي شعبي ۾ بهتري لاءِ نيون بسون هلايون ويون آهن جنهن سان عوام کي سهولت ملي آهي. اڳتي هلي وڌيڪ روٽ شروع ڪيا ويندا. — [570, 1268, 709, 1292]
staff-role: ايگزيڪيوٽو ايڊيٽر — [150, 83, 197, 91]
article-paragraph: زرعي شعبي ۾ پيداوار وڌائڻ لاءِ هارين کي سهولتون فراهم ڪرڻ جي ضرورت آهي. پاڻي جي کوٽ وڏو مسئلو بڻجي رهي آهي. — [956, 335, 1144, 350]
filler-paragraph: خيبر پختونخوا جي وزيراعلى جي حلف کڻڻ کان پوءِ صوبي ۾ سياسي سرگرميون تيز ٿي ويون آهن. مختلف حلقن مان رد عمل اچي رهيو آهي. — [983, 234, 1141, 249]
lead-paragraph: آهي ته خيبر پختونخوا جي وزيراعلى سهيل آفريدي جي ڪردار تي سوال اٿن. — [686, 112, 849, 119]
staff-role: ايڊيٽر — [278, 83, 294, 91]
staff-executive-editor — [119, 80, 228, 107]
article-paragraph: ڪراچي ۽ حيدرآباد ۾ صورتحال مستحڪم رهي، سياسي سرگرميون جاري آهن. مختلف جماعتن پنهنجي پنهنجي موقف جو اظهار ڪيو آهي ۽ عوامي مسئلن کي حل ڪرڻ جي ڳالهه ڪئي آهي. — [570, 404, 758, 428]
economy-paragraph: زرعي شعبي ۾ پيداوار وڌائڻ لاءِ هارين کي سهولتون فراهم ڪرڻ جي ضرورت آهي. پاڻي جي کوٽ وڏو مسئلو بڻجي رهي آهي. — [193, 1116, 375, 1132]
murder-case-paragraph: اپريل 2014ع ۾ ڇهن ڏوهارين کي سزا ٻڌائي وئي پر ان کان اڳ ڪيس جي شاهدن ۽ تحقيقاتي ٽيم جي ميمبرن کي به قتل ڪيو ويو. — [380, 1604, 562, 1620]
economy-paragraph: ٽرانسپورٽ جي شعبي ۾ بهتري لاءِ نيون بسون هلايون ويون آهن جنهن سان عوام کي سهولت ملي آهي. اڳتي هلي وڌيڪ روٽ شروع ڪيا ويندا. — [380, 1165, 562, 1180]
lead-paragraph: اڄ نفرت تي ٻڌل بيانيي کي اپاڙيوريين رياستي اقدامن خلاف نفرت ڪي ايترو وڌايو ويو آهن جي جهڙو هجر ونئن قطري ڳالهه ٻڌجي ويهه من سموري واقعي ۾ سيني جو ڪردار رهيو ڪن زهر آلود بيانيي کي عملي ڏني، ڪن مظاهرين جي قيادت ڪئي، ڪن خاص هنڌن تائين ماڻهن کي ڀڄائڻ ۾ سهولتڪاري ڪئي، ڪن سوشل ميڊيا تي باهه لڳائي، جڏهن ته ڪن وڏين گاڏين ۾ ويهي قيادت جا فرض نباها ۽ فتح جا نشان ناهيندا رهيا. — [582, 57, 855, 88]
aviation-paragraph: تعليم ۽ صحت جي شعبن ۾ بهتري لاءِ نيون اسڪيمون شروع ڪيون ويون آهن. بجيٽ ۾ انهن شعبن لاءِ وڌيڪ رقم مختص ڪئي وئي آهي. — [860, 1222, 999, 1247]
head-office-address: هيڊ آفيس ڪراچي: سيڪنڊ فلور، نيو بلاڪ 2، عبدالستار ايڊي هاڪي اسٽيڊيم، لياقت بئركس، آف شاهراهه فيصل ڪراچي۔ فون : 35672941-44-021 — [195, 45, 566, 73]
politics-paragraph: پيپلزپارٽي ۽ ن ليگ جي وچ ۾ سياسي معاملن تي اختلافن جو اظهار ٿيندو رهيو آهي پر حڪومت جي استحڪام تي ڪو به اثر نه پيو آهي. — [1005, 803, 1144, 827]
section-divider — [6, 1047, 1144, 1049]
article-paragraph: زرعي شعبي ۾ پيداوار وڌائڻ لاءِ هارين کي سهولتون فراهم ڪرڻ جي ضرورت آهي. پاڻي جي کوٽ وڏو مسئلو بڻجي رهي آهي. — [570, 1608, 710, 1632]
article-paragraph: زرعي شعبي ۾ پيداوار وڌائڻ لاءِ هارين کي سهولتون فراهم ڪرڻ جي ضرورت آهي. پاڻي جي کوٽ وڏو مسئلو بڻجي رهي آهي. — [859, 1559, 1000, 1583]
aviation-paragraph: سنڌ حڪومت جو چوڻ آهي ته ترقياتي ڪمن جي رفتار تيز ڪئي ويندي ۽ اڻپوري منصوبن کي جلد مڪمل ڪيو ويندو. — [860, 1173, 999, 1189]
politics-paragraph: ڪراچي ۽ حيدرآباد ۾ صورتحال مستحڪم رهي، سياسي سرگرميون جاري آهن. مختلف جماعتن پنهنجي پنهنجي موقف جو اظهار ڪيو آهي ۽ عوامي مسئلن کي حل ڪرڻ جي ڳالهه ڪئي آهي. — [1005, 880, 1144, 913]
economy-paragraph: تعليم ۽ صحت جي شعبن ۾ بهتري لاءِ نيون اسڪيمون شروع ڪيون ويون آهن. بجيٽ ۾ انهن شعبن لاءِ وڌيڪ رقم مختص ڪئي وئي آهي. — [193, 1246, 375, 1261]
article-paragraph: سنڌ حڪومت جو چوڻ آهي ته ترقياتي ڪمن جي رفتار تيز ڪئي ويندي ۽ اڻپوري منصوبن کي جلد مڪمل ڪيو ويندو. — [956, 383, 1144, 399]
murder-case-byline — [6, 1604, 187, 1723]
aviation-paragraph: نجڪاري ڪا بري ڳالهه ناهي پر اها شفاف انداز ۾ ٿيڻ گهرجي ۽ ملازمن جي حقن جي حفاظت ٿيڻ گهرجي. — [860, 1087, 999, 1103]
economy-paragraph: سنڌ حڪومت جو چوڻ آهي ته ترقياتي ڪمن جي رفتار تيز ڪئي ويندي ۽ اڻپوري منصوبن کي جلد مڪمل ڪيو ويندو. — [193, 1136, 375, 1152]
filler-paragraph: سنڌ حڪومت جو چوڻ آهي ته ترقياتي ڪمن جي رفتار تيز ڪئي ويندي ۽ اڻپوري منصوبن کي جلد مڪمل ڪيو ويندو. — [860, 240, 978, 263]
logo-sub-text: روزاني — [88, 14, 109, 23]
publication-date: اربع 14 جنوري 2026ع 24 رجب المرجب 1447هه — [6, 149, 566, 172]
murder-case-author-photo — [55, 1641, 139, 1719]
article-paragraph: ٽرانسپورٽ جي شعبي ۾ بهتري لاءِ نيون بسون هلايون ويون آهن جنهن سان عوام کي سهولت ملي آهي. اڳتي هلي وڌيڪ روٽ شروع ڪيا ويندا. — [714, 1684, 855, 1708]
aviation-paragraph: معاشي ماهرن جو چوڻ آهي ته مهانگائي جي شرح گهٽجڻ جا آثار نظر اچن ٿا پر عام ماڻهوءَ تائين ان جو فائدو پهچڻ ۾ اڃا وقت لڳندو. — [860, 1309, 999, 1333]
newspaper-logo — [6, 4, 191, 76]
aviation-paragraph: تعليم ۽ صحت جي شعبن ۾ بهتري لاءِ نيون اسڪيمون شروع ڪيون ويون آهن. بجيٽ ۾ انهن شعبن لاءِ وڌيڪ رقم مختص ڪئي وئي آهي. — [1005, 1333, 1144, 1357]
main-story-paragraph: زرعي شعبي ۾ پيداوار وڌائڻ لاءِ هارين کي سهولتون فراهم ڪرڻ جي ضرورت آهي. پاڻي جي کوٽ وڏو مسئلو بڻجي رهي آهي. — [6, 389, 188, 405]
main-story-paragraph: زرعي شعبي ۾ پيداوار وڌائڻ لاءِ هارين کي سهولتون فراهم ڪرڻ جي ضرورت آهي. پاڻي جي کوٽ وڏو مسئلو بڻجي رهي آهي. — [193, 360, 375, 376]
aviation-author-name: حبيب ٽالپر — [608, 1089, 671, 1104]
aviation-paragraph: خيبر پختونخوا جي وزيراعلى جي حلف کڻڻ کان پوءِ صوبي ۾ سياسي سرگرميون تيز ٿي ويون آهن. مختلف حلقن مان رد عمل اچي رهيو آهي. — [570, 1374, 709, 1398]
staff-editor — [232, 80, 341, 107]
logo-english-text: Daily AWAMI AWAZ — [50, 23, 147, 33]
lead-author-photo — [867, 92, 971, 174]
main-story-paragraph: تعليم ۽ صحت جي شعبن ۾ بهتري لاءِ نيون اسڪيمون شروع ڪيون ويون آهن. بجيٽ ۾ انهن شعبن لاءِ وڌيڪ رقم مختص ڪئي وئي آهي. — [380, 323, 562, 339]
aviation-paragraph: معاشي ماهرن جو چوڻ آهي ته مهانگائي جي شرح گهٽجڻ جا آثار نظر اچن ٿا پر عام ماڻهوءَ تائين ان جو فائدو پهچڻ ۾ اڃا وقت لڳندو. — [1005, 1116, 1144, 1140]
article-paragraph: زرعي شعبي ۾ پيداوار وڌائڻ لاءِ هارين کي سهولتون فراهم ڪرڻ جي ضرورت آهي. پاڻي جي کوٽ وڏو مسئلو بڻجي رهي آهي. — [763, 453, 951, 468]
economy-paragraph: عالمي معيشت هاڻي هڪ اهڙي لاڙهن تي بيٺل آهي جنهن جو ڪنارو نظر نه پيو اچي. هر ملڪ پنهنجي حساب سان قرضن جي ڄار ۾ ڦاٿل آهي. آمريڪا ۽ يورپ ڪيترن ئي سالن کان مهانگائي جي ڪنٽرول ڪرڻ لاءِ سود جي شرح کي مٿي رکيو آهي پر ان جا نتيجا ظاهر نه ٿي رهيا آهن. — [6, 1215, 188, 1248]
aviation-paragraph: ڪراچي ۽ حيدرآباد ۾ صورتحال مستحڪم رهي، سياسي سرگرميون جاري آهن. مختلف جماعتن پنهنجي پنهنجي موقف جو اظهار ڪيو آهي ۽ عوامي مسئلن کي حل ڪرڻ جي ڳالهه ڪئي آهي. — [715, 1309, 854, 1342]
main-story-paragraph: معاشي ماهرن جو چوڻ آهي ته مهانگائي جي شرح گهٽجڻ جا آثار نظر اچن ٿا پر عام ماڻهوءَ تائين ان جو فائدو پهچڻ ۾ اڃا وقت لڳندو. — [193, 340, 375, 356]
murder-case-paragraph: ٽن حالات انصاف حاصل ڪرڻ جي جدوجهد آهي. خاص طور شاهدن سببت تي ڪيس هلائي ڪيئن اهي نظام ۾ گهربل بهتري ڪيئن به اچي سگهي ٿي. — [6, 1726, 188, 1742]
aviation-paragraph: زرعي شعبي ۾ پيداوار وڌائڻ لاءِ هارين کي سهولتون فراهم ڪرڻ جي ضرورت آهي. پاڻي جي کوٽ وڏو مسئلو بڻجي رهي آهي. — [860, 1107, 999, 1132]
article-paragraph: خيبر پختونخوا جي وزيراعلى جي حلف کڻڻ کان پوءِ صوبي ۾ سياسي سرگرميون تيز ٿي ويون آهن. مختلف حلقن مان رد عمل اچي رهيو آهي. — [956, 314, 1144, 330]
lower-band — [6, 1052, 1144, 1552]
contact-separator: : — [279, 31, 282, 40]
article-paragraph: سنڌ حڪومت جو چوڻ آهي ته ترقياتي ڪمن جي رفتار تيز ڪئي ويندي ۽ اڻپوري منصوبن کي جلد مڪمل ڪيو ويندو. — [570, 1559, 710, 1575]
newsroom-label: نيوز روم — [246, 19, 273, 28]
politics-paragraph: معاشي ماهرن جو چوڻ آهي ته مهانگائي جي شرح گهٽجڻ جا آثار نظر اچن ٿا پر عام ماڻهوءَ تائين ان جو فائدو پهچڻ ۾ اڃا وقت لڳندو. — [1005, 918, 1144, 942]
article-paragraph: ٽرانسپورٽ جي شعبي ۾ بهتري لاءِ نيون بسون هلايون ويون آهن جنهن سان عوام کي سهولت ملي آهي. اڳتي هلي وڌيڪ روٽ شروع ڪيا ويندا. — [763, 323, 951, 339]
article-paragraph: تعليم ۽ صحت جي شعبن ۾ بهتري لاءِ نيون اسڪيمون شروع ڪيون ويون آهن. بجيٽ ۾ انهن شعبن لاءِ وڌيڪ رقم مختص ڪئي وئي آهي. — [763, 363, 951, 379]
article-paragraph: خيبر پختونخوا جي وزيراعلى جي حلف کڻڻ کان پوءِ صوبي ۾ سياسي سرگرميون تيز ٿي ويون آهن. مختلف حلقن مان رد عمل اچي رهيو آهي. — [763, 383, 951, 399]
section-divider — [6, 728, 1144, 730]
main-story-paragraph: سنڌ حڪومت جو چوڻ آهي ته ترقياتي ڪمن جي رفتار تيز ڪئي ويندي ۽ اڻپوري منصوبن کي جلد مڪمل ڪيو ويندو. — [193, 380, 375, 396]
logo-main-text: عوامي آواز — [15, 31, 182, 67]
economy-paragraph: زرعي شعبي ۾ پيداوار وڌائڻ لاءِ هارين کي سهولتون فراهم ڪرڻ جي ضرورت آهي. پاڻي جي کوٽ وڏو مسئلو بڻجي رهي آهي. — [380, 1266, 562, 1281]
main-story-paragraph: رپورٽن آهن ته دادو پوليس هٿان مبينه پوليس مقابلي ۾ ماريل نوجوان نادر جمالي جي ڪيس ۾ ملوث اهلڪارن خلاف ڪاروائي نه ٿي جنهن سبب احتجاجي مظاهرن جو سلسلو جٽادار آهي ويو آهي. سنڌ جي مختلف شهرن ۾ مظاهرا ڪيا پيا وڃن. ڪراچي پريس ڪلب سامهون بڻ دادو ۾ مبينه مقابلي دوران نادر جمالي جي قتل خلاف احتجاج ڪيو ويو. — [6, 294, 188, 336]
staff-executive-director — [457, 80, 566, 107]
aviation-paragraph: خيبر پختونخوا جي وزيراعلى جي حلف کڻڻ کان پوءِ صوبي ۾ سياسي سرگرميون تيز ٿي ويون آهن. مختلف حلقن مان رد عمل اچي رهيو آهي. — [860, 1194, 999, 1218]
aviation-paragraph: خيبر پختونخوا جي وزيراعلى جي حلف کڻڻ کان پوءِ صوبي ۾ سياسي سرگرميون تيز ٿي ويون آهن. مختلف حلقن مان رد عمل اچي رهيو آهي. — [715, 1145, 854, 1169]
politics-paragraph: ڪراچي ۽ حيدرآباد ۾ صورتحال مستحڪم رهي، سياسي سرگرميون جاري آهن. مختلف جماعتن پنهنجي پنهنجي موقف جو اظهار ڪيو آهي ۽ عوامي مسئلن کي حل ڪرڻ جي ڳالهه ڪئي آهي. — [570, 843, 709, 875]
